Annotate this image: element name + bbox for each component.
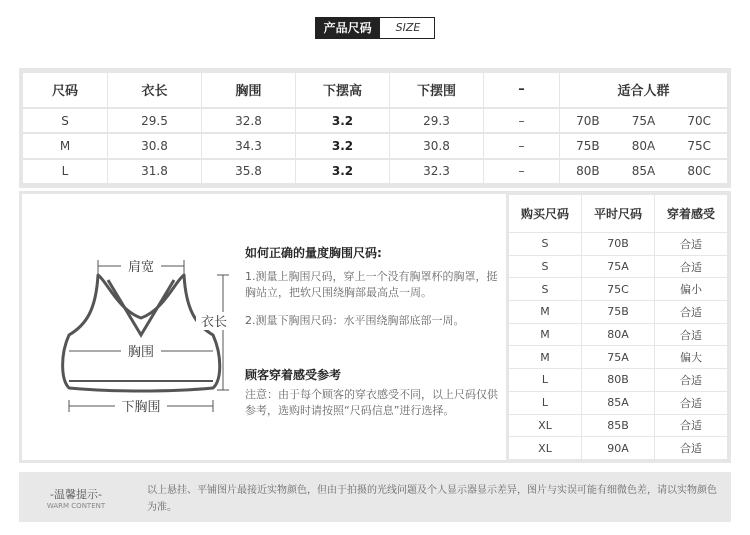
- length-cell: 31.8: [108, 160, 201, 183]
- usual-size: 90A: [582, 437, 655, 459]
- table-row: [509, 256, 728, 278]
- buy-size: L: [509, 392, 582, 414]
- fit-cell: [560, 160, 727, 183]
- column-header: 衣长: [108, 73, 201, 107]
- chest-cell: 35.8: [202, 160, 295, 183]
- hem-cell: 29.3: [390, 109, 483, 132]
- fit-cell: [560, 134, 727, 157]
- column-header: 下摆围: [390, 73, 483, 107]
- title-box: [315, 17, 436, 39]
- column-header: 平时尺码: [582, 195, 655, 232]
- size-cell: S: [23, 109, 107, 132]
- buy-table-header: [509, 195, 728, 232]
- chest-cell: 34.3: [202, 134, 295, 157]
- table-row: [23, 109, 727, 132]
- table-row: [509, 392, 728, 414]
- title-en: SIZE: [395, 21, 421, 34]
- hem-cell: 30.8: [390, 134, 483, 157]
- dash-cell: –: [484, 160, 559, 183]
- buy-size-table: [509, 194, 728, 460]
- table-row: [509, 346, 728, 368]
- guide-step-2: 2.测量下胸围尺码：水平围绕胸部底部一周。: [245, 314, 465, 327]
- wear-feel: 合适: [655, 392, 728, 414]
- wear-feel: 合适: [655, 415, 728, 437]
- size-table-header: [23, 73, 727, 107]
- dash-cell: –: [484, 134, 559, 157]
- tip-title-cn: -温馨提示-: [50, 488, 102, 501]
- fit-cell: [560, 109, 727, 132]
- guide-note: 注意：由于每个顾客的穿衣感受不同，以上尺码仅供参考，选购时请按照“尺码信息”进行选择。: [245, 388, 498, 417]
- wear-feel: 合适: [655, 256, 728, 278]
- size-table: [22, 71, 728, 185]
- usual-size: 75A: [582, 346, 655, 368]
- shoulder-label: 肩宽: [127, 260, 155, 275]
- wear-feel: 合适: [655, 301, 728, 323]
- guide-heading: 如何正确的量度胸围尺码:: [245, 246, 382, 260]
- size-cell: M: [23, 134, 107, 157]
- hem-height-cell: 3.2: [296, 134, 389, 157]
- buy-size: M: [509, 301, 582, 323]
- usual-size: 75A: [582, 256, 655, 278]
- buy-size: S: [509, 278, 582, 300]
- tip-text: 以上悬挂、平铺图片最接近实物颜色，但由于拍摄的光线问题及个人显示器显示差异，图片与实误可能有细微色差，请以实物颜色为准。: [147, 485, 717, 513]
- feel-heading: 顾客穿着感受参考: [245, 368, 342, 382]
- usual-size: 70B: [582, 233, 655, 255]
- wear-feel: 合适: [655, 437, 728, 459]
- title-cn: 产品尺码: [316, 18, 380, 38]
- buy-size: S: [509, 256, 582, 278]
- length-label: 衣长: [200, 315, 228, 330]
- fit-value: 75B: [576, 138, 600, 153]
- buy-size: XL: [509, 437, 582, 459]
- hem-height-cell: 3.2: [296, 109, 389, 132]
- table-row: [509, 301, 728, 323]
- header: [0, 17, 750, 39]
- table-row: [509, 437, 728, 459]
- column-header: 下摆高: [296, 73, 389, 107]
- fit-value: 80B: [576, 164, 600, 179]
- buy-size: S: [509, 233, 582, 255]
- usual-size: 85B: [582, 415, 655, 437]
- size-cell: L: [23, 160, 107, 183]
- column-header: 胸围: [202, 73, 295, 107]
- wear-feel: 合适: [655, 324, 728, 346]
- table-row: [509, 369, 728, 391]
- size-table-panel: [19, 68, 731, 188]
- fit-value: 75A: [631, 113, 656, 128]
- fit-value: 80A: [631, 138, 656, 153]
- usual-size: 75C: [582, 278, 655, 300]
- column-header: –: [484, 73, 559, 107]
- table-row: [509, 415, 728, 437]
- table-row: [509, 278, 728, 300]
- table-row: [509, 233, 728, 255]
- buy-size: M: [509, 324, 582, 346]
- table-row: [23, 134, 727, 157]
- dash-cell: –: [484, 109, 559, 132]
- underbust-label: 下胸围: [121, 400, 161, 415]
- tip-title-en: WARM CONTENT: [46, 502, 106, 510]
- column-header: 适合人群: [560, 73, 727, 107]
- warm-tip-panel: [19, 472, 731, 522]
- buy-size: XL: [509, 415, 582, 437]
- hem-cell: 32.3: [390, 160, 483, 183]
- length-cell: 30.8: [108, 134, 201, 157]
- column-header: 穿着感受: [655, 195, 728, 232]
- wear-feel: 合适: [655, 233, 728, 255]
- fit-value: 85A: [631, 164, 656, 179]
- guide-step-1: 1.测量上胸围尺码，穿上一个没有胸罩杯的胸罩，挺胸站立，把软尺围绕胸部最高点一周。: [245, 270, 498, 299]
- usual-size: 80B: [582, 369, 655, 391]
- usual-size: 85A: [582, 392, 655, 414]
- chest-label: 胸围: [127, 345, 155, 360]
- table-row: [23, 160, 727, 183]
- column-header: 购买尺码: [509, 195, 582, 232]
- buy-size: M: [509, 346, 582, 368]
- column-header: 尺码: [23, 73, 107, 107]
- fit-value: 70C: [687, 113, 711, 128]
- fit-value: 70B: [576, 113, 600, 128]
- usual-size: 75B: [582, 301, 655, 323]
- length-cell: 29.5: [108, 109, 201, 132]
- fit-value: 80C: [687, 164, 711, 179]
- wear-feel: 偏小: [655, 278, 728, 300]
- chest-cell: 32.8: [202, 109, 295, 132]
- wear-feel: 合适: [655, 369, 728, 391]
- hem-height-cell: 3.2: [296, 160, 389, 183]
- tip-title: [19, 472, 133, 522]
- fit-value: 75C: [687, 138, 711, 153]
- buy-size: L: [509, 369, 582, 391]
- wear-feel: 偏大: [655, 346, 728, 368]
- usual-size: 80A: [582, 324, 655, 346]
- guide-panel: [19, 191, 731, 463]
- bra-diagram: [52, 240, 232, 425]
- measuring-guide: [22, 194, 506, 460]
- table-row: [509, 324, 728, 346]
